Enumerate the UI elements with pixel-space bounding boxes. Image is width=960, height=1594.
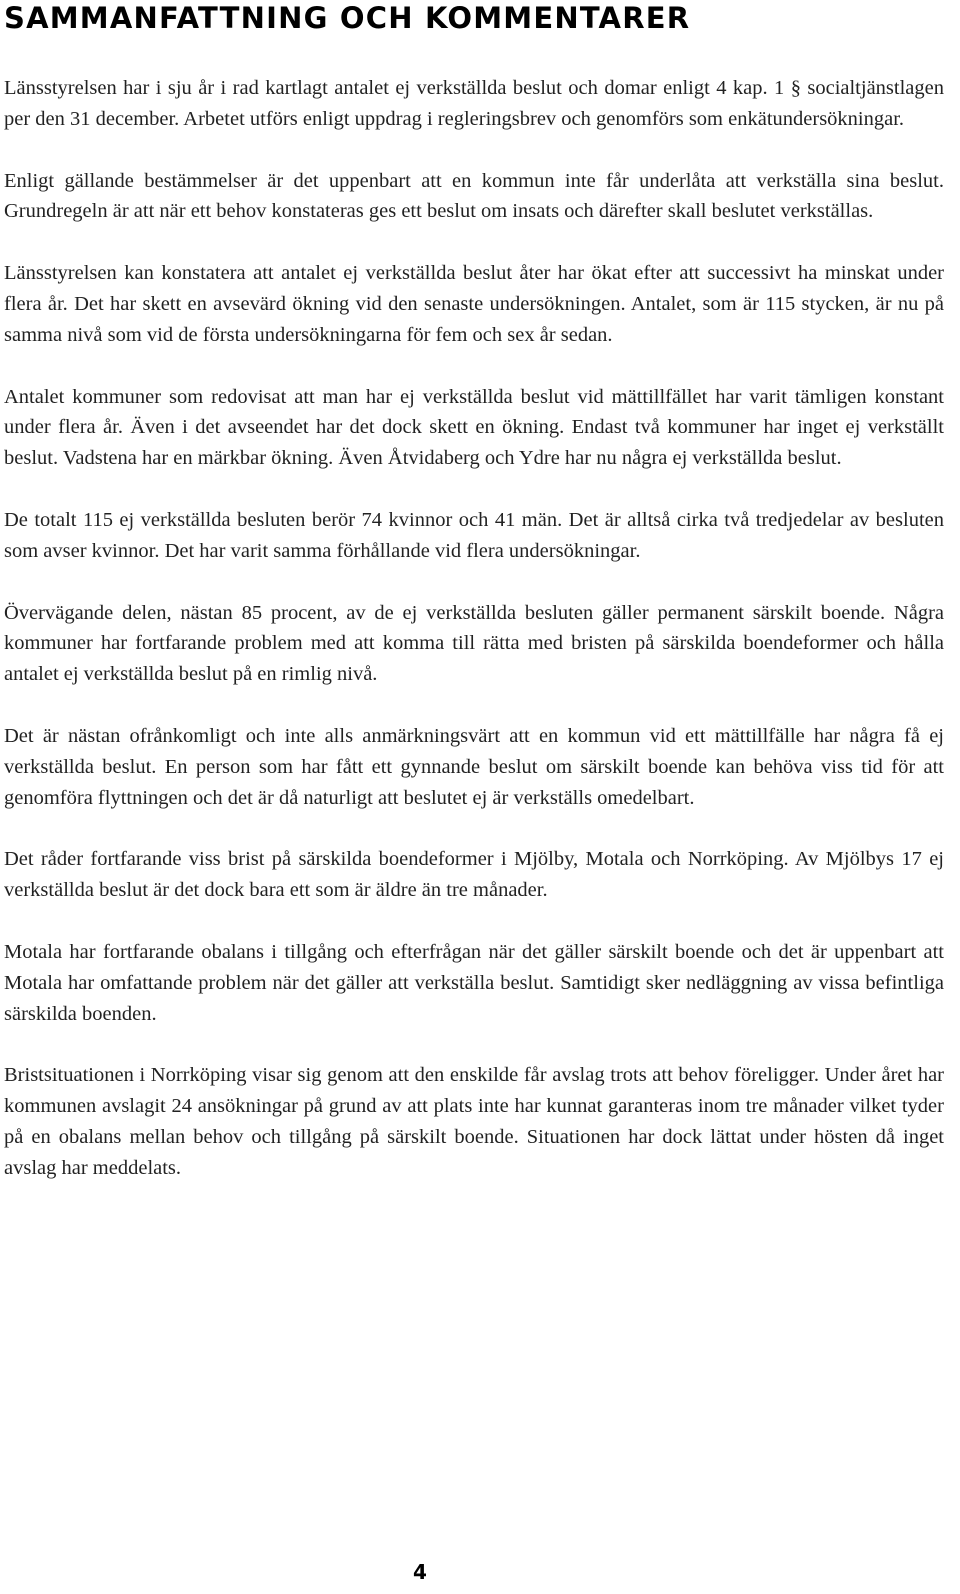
paragraph-6: Övervägande delen, nästan 85 procent, av de ej verkställda besluten gäller permanent särskilt boende. Några kommuner har fortfarande problem med att komma till rätta med bristen på särskilda boendeformer och hålla antalet ej verkställda beslut på en rimlig nivå. bbox=[4, 601, 944, 686]
paragraph-3: Länsstyrelsen kan konstatera att antalet ej verkställda beslut åter har ökat efter att successivt ha minskat under flera år. Det har skett en avsevärd ökning vid den senaste undersökningen. Antalet, som är 115 stycken, är nu på samma nivå som vid de första undersökningarna för fem och sex år sedan. bbox=[4, 262, 944, 346]
paragraph-7: Det är nästan ofrånkomligt och inte alls anmärkningsvärt att en kommun vid ett mättillfälle har några få ej verkställda beslut. En person som har fått ett gynnande beslut om särskilt boende kan behöva viss tid för att genomföra flyttningen och det är då naturligt att beslutet ej är verkställs omedelbart. bbox=[4, 724, 944, 809]
paragraph-5: De totalt 115 ej verkställda besluten berör 74 kvinnor och 41 män. Det är alltså cirka två tredjedelar av besluten som avser kvinnor. Det har varit samma förhållande vid flera undersökningar. bbox=[4, 508, 944, 562]
paragraph-4: Antalet kommuner som redovisat att man har ej verkställda beslut vid mättillfället har varit tämligen konstant under flera år. Även i det avseendet har det dock skett en ökning. Endast två kommuner har inget ej verkställt beslut. Vadstena har en märkbar ökning. Även Åtvidaberg och Ydre har nu några ej verkställda beslut. bbox=[4, 385, 944, 470]
page-title: SAMMANFATTNING OCH KOMMENTARER bbox=[4, 1, 691, 35]
body-text bbox=[4, 73, 944, 1215]
paragraph-2: Enligt gällande bestämmelser är det uppenbart att en kommun inte får underlåta att verkställa sina beslut. Grundregeln är att när ett behov konstateras ges ett beslut om insats och därefter skall beslutet verkställas. bbox=[4, 169, 944, 223]
paragraph-8: Det råder fortfarande viss brist på särskilda boendeformer i Mjölby, Motala och Norrköping. Av Mjölbys 17 ej verkställda beslut är det dock bara ett som är äldre än tre månader. bbox=[4, 848, 944, 902]
paragraph-1: Länsstyrelsen har i sju år i rad kartlagt antalet ej verkställda beslut och domar enligt 4 kap. 1 § socialtjänstlagen per den 31 december. Arbetet utförs enligt uppdrag i regleringsbrev och genomförs som enkätundersökningar. bbox=[4, 77, 944, 130]
paragraph-10: Bristsituationen i Norrköping visar sig genom att den enskilde får avslag trots att behov föreligger. Under året har kommunen avslagit 24 ansökningar på grund av att plats inte har kunnat garanteras inom tre månader vilket tyder på en obalans mellan behov och tillgång på särskilt boende. Situationen har dock lättat under hösten då inget avslag har meddelats. bbox=[4, 1064, 944, 1179]
page-number: 4 bbox=[413, 1560, 427, 1584]
paragraph-9: Motala har fortfarande obalans i tillgång och efterfrågan när det gäller särskilt boende och det är uppenbart att Motala har omfattande problem när det gäller att verkställa beslut. Samtidigt sker nedläggning av vissa befintliga särskilda boenden. bbox=[4, 940, 944, 1025]
